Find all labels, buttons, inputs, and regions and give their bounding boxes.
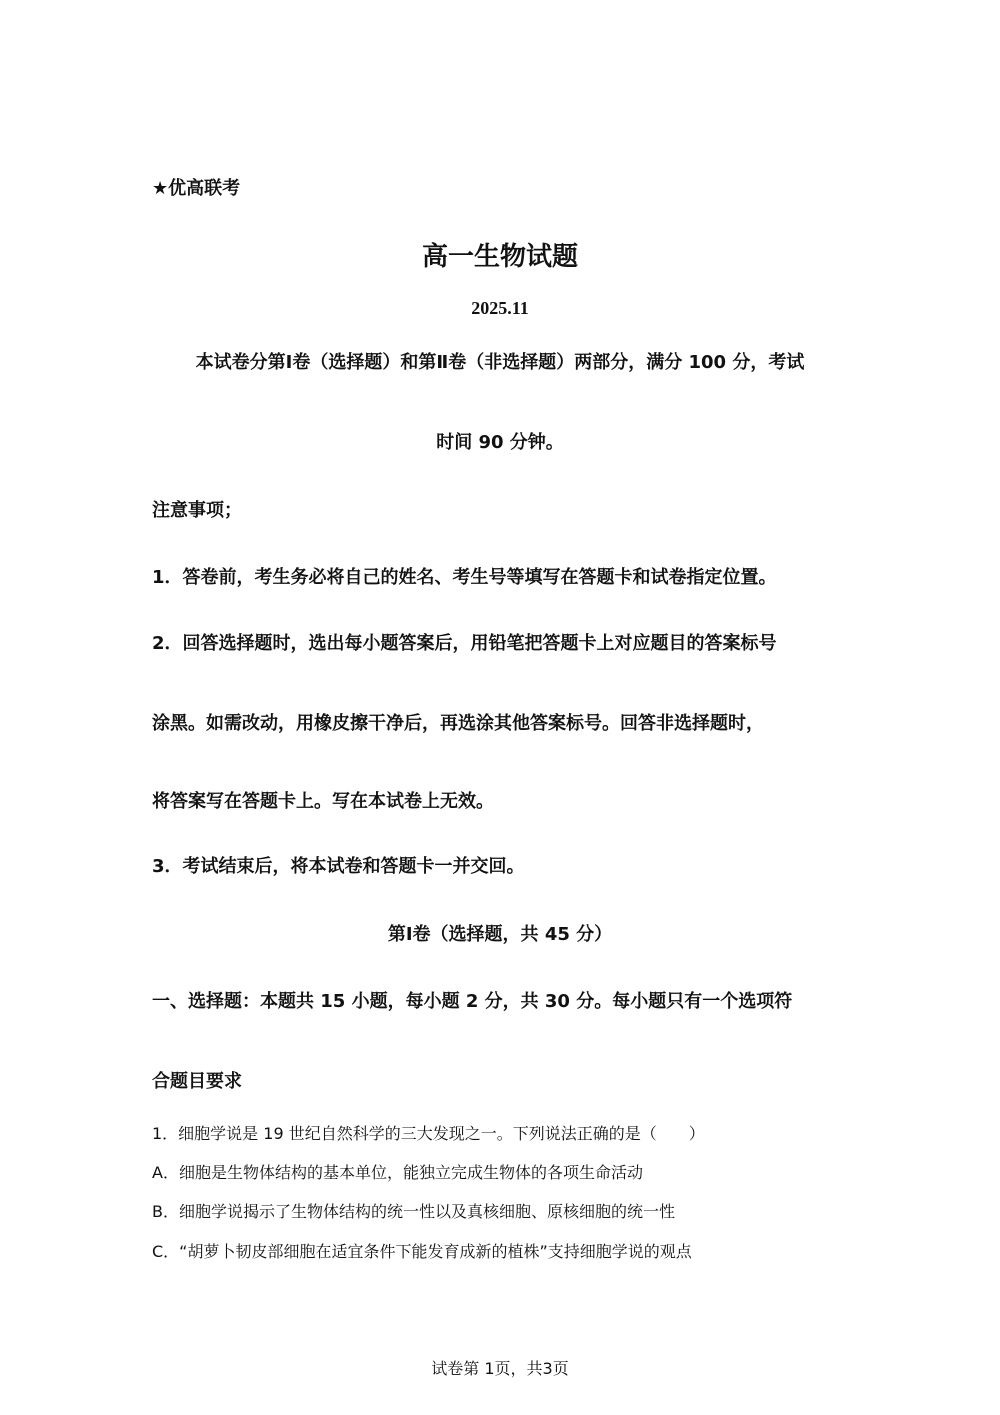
intro-line-2: 时间 90 分钟。 [436,432,564,453]
note-item-2-line-2: 涂黑。如需改动，用橡皮擦干净后，再选涂其他答案标号。回答非选择题时， [152,713,764,734]
note-item-2-line-3: 将答案写在答题卡上。写在本试卷上无效。 [152,791,494,812]
note-item-3: 3．考试结束后，将本试卷和答题卡一并交回。 [152,856,525,877]
exam-date: 2025.11 [471,298,529,318]
exam-brand: ★优高联考 [152,178,241,199]
page-footer: 试卷第 1页，共3页 [431,1359,569,1378]
section-heading: 第Ⅰ卷（选择题，共 45 分） [387,924,613,945]
part1-instructions-line-1: 一、选择题：本题共 15 小题，每小题 2 分，共 30 分。每小题只有一个选项符 [152,991,793,1012]
intro-line-1: 本试卷分第Ⅰ卷（选择题）和第Ⅱ卷（非选择题）两部分，满分 100 分，考试 [195,352,805,373]
note-item-1: 1．答卷前，考生务必将自己的姓名、考生号等填写在答题卡和试卷指定位置。 [152,567,777,588]
note-item-2-line-1: 2．回答选择题时，选出每小题答案后，用铅笔把答题卡上对应题目的答案标号 [152,633,777,654]
part1-instructions-line-2: 合题目要求 [152,1071,242,1092]
question-1-option-a: A．细胞是生物体结构的基本单位，能独立完成生物体的各项生命活动 [152,1163,643,1182]
page-title: 高一生物试题 [421,242,578,272]
question-1-stem: 1．细胞学说是 19 世纪自然科学的三大发现之一。下列说法正确的是（ ） [152,1124,705,1143]
question-1-option-b: B．细胞学说揭示了生物体结构的统一性以及真核细胞、原核细胞的统一性 [152,1202,675,1221]
question-1-option-c: C．“胡萝卜韧皮部细胞在适宜条件下能发育成新的植株”支持细胞学说的观点 [152,1242,692,1261]
notes-title: 注意事项； [152,500,242,521]
